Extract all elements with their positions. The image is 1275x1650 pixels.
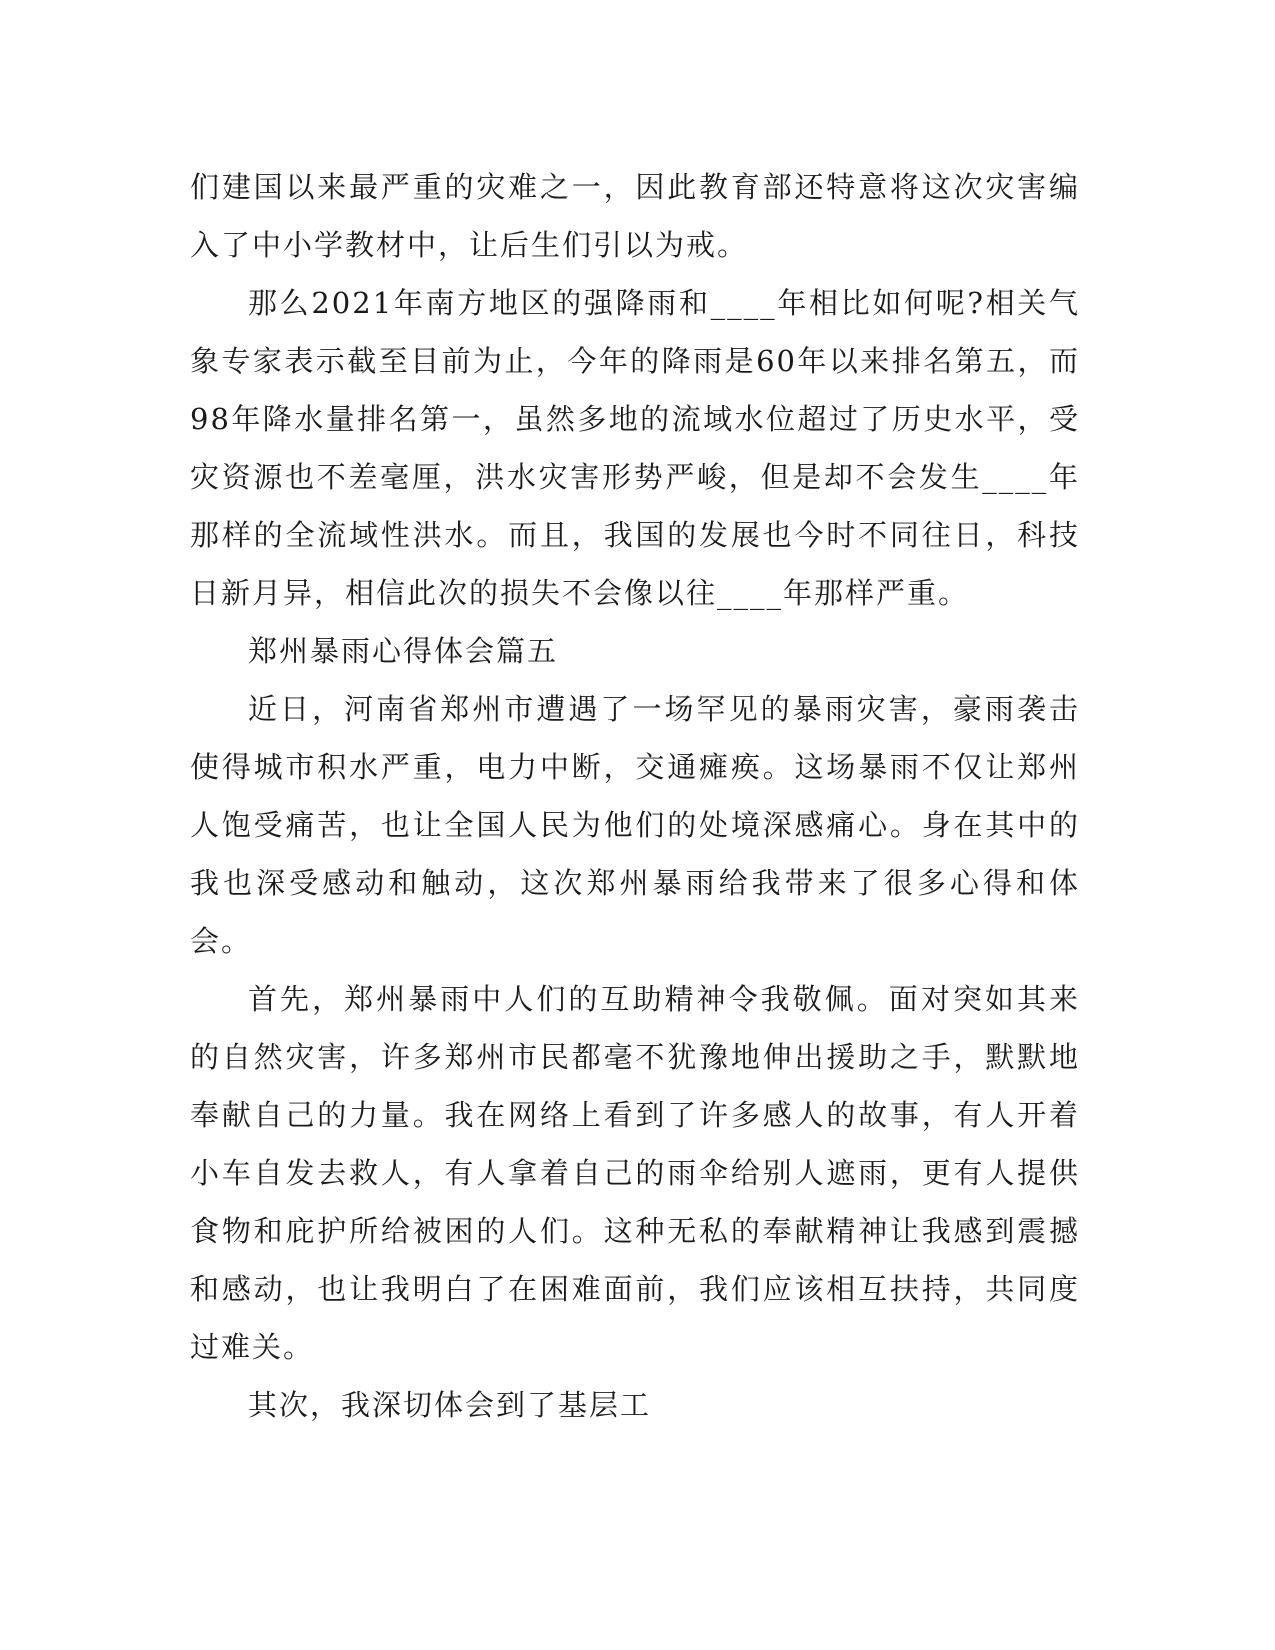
paragraph-mutual-aid: 首先，郑州暴雨中人们的互助精神令我敬佩。面对突如其来的自然灾害，许多郑州市民都毫不犹豫地伸出援助之手，默默地奉献自己的力量。我在网络上看到了许多感人的故事，有人开着小车自发去救人，有人拿着自己的雨伞给别人遮雨，更有人提供食物和庇护所给被困的人们。这种无私的奉献精神让我感到震撼和感动，也让我明白了在困难面前，我们应该相互扶持，共同度过难关。	[190, 982, 1080, 1364]
paragraph-grassroots: 其次，我深切体会到了基层工	[248, 1388, 652, 1422]
paragraph-continuation: 们建国以来最严重的灾难之一，因此教育部还特意将这次灾害编入了中小学教材中，让后生们引以为戒。	[190, 170, 1080, 262]
paragraph-intro: 近日，河南省郑州市遭遇了一场罕见的暴雨灾害，豪雨袭击使得城市积水严重，电力中断，交通瘫痪。这场暴雨不仅让郑州人饱受痛苦，也让全国人民为他们的处境深感痛心。身在其中的我也深受感动和触动，这次郑州暴雨给我带来了很多心得和体会。	[190, 692, 1080, 958]
document-body	[190, 158, 1080, 1434]
section-heading: 郑州暴雨心得体会篇五	[248, 634, 559, 668]
paragraph-rainfall-comparison: 那么2021年南方地区的强降雨和____年相比如何呢?相关气象专家表示截至目前为止，今年的降雨是60年以来排名第五，而98年降水量排名第一，虽然多地的流域水位超过了历史水平，受灾资源也不差毫厘，洪水灾害形势严峻，但是却不会发生____年那样的全流域性洪水。而且，我国的发展也今时不同往日，科技日新月异，相信此次的损失不会像以往____年那样严重。	[190, 286, 1080, 610]
